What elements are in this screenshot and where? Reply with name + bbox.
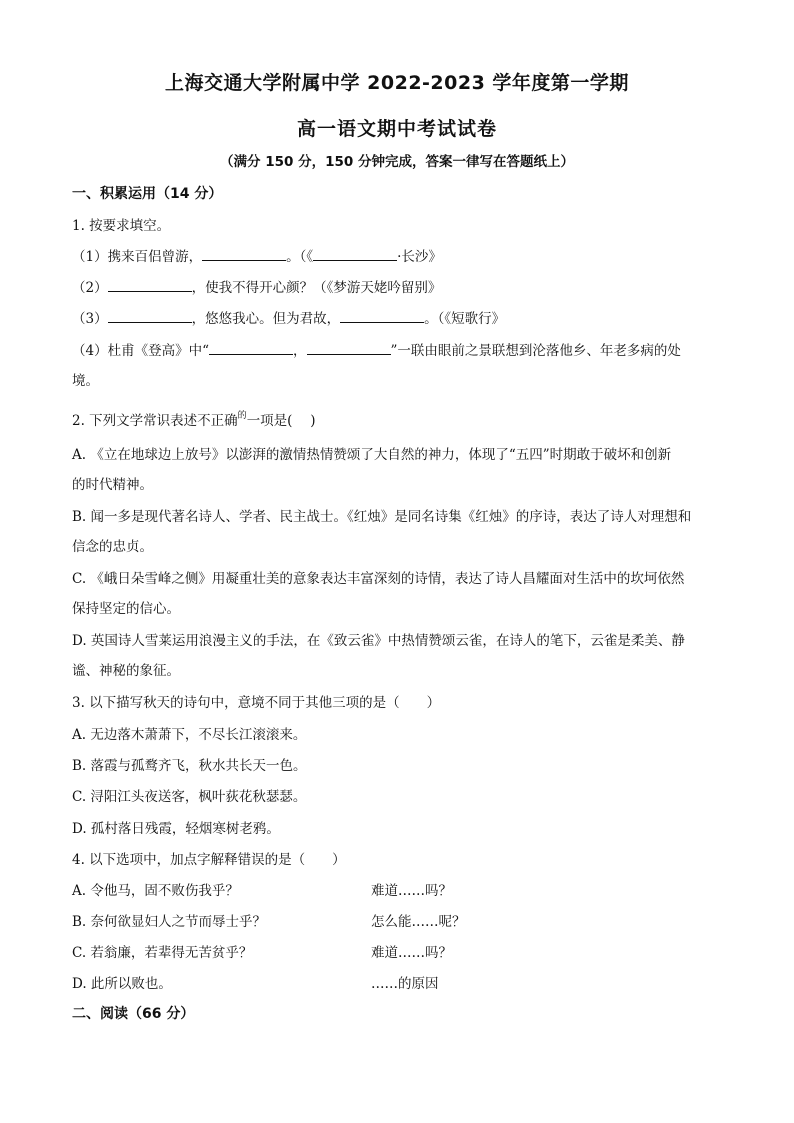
q2-option-d: D. 英国诗人雪莱运用浪漫主义的手法，在《致云雀》中热情赞颂云雀，在诗人的笔下，云雀是柔美、静 (72, 633, 685, 649)
q1-item1-text-c: ·长沙》 (397, 249, 442, 265)
q2-stem (72, 409, 316, 429)
answer-blank[interactable] (313, 246, 397, 261)
q4-option-a-meaning: 难道……吗？ (371, 883, 452, 899)
q4-stem: 4. 以下选项中，加点字解释错误的是（ ） (72, 852, 346, 868)
q2-option-a: A. 《立在地球边上放号》以澎湃的激情热情赞颂了大自然的神力，体现了“五四”时期敢于破坏和创新 (72, 447, 672, 463)
q4-option-d-meaning: ……的原因 (371, 976, 439, 992)
q1-item3-text-a: （3） (72, 311, 108, 327)
q3-option-a: A. 无边落木萧萧下，不尽长江滚滚来。 (72, 727, 307, 743)
q1-item3-text-c: 。（《短歌行》 (424, 311, 506, 327)
answer-blank[interactable] (340, 308, 424, 323)
q1-item2-text-b: ，使我不得开心颜？（《梦游天姥吟留别》 (191, 280, 442, 296)
q4-option-b: B. 奈何欲显妇人之节而辱士乎？ (72, 914, 267, 930)
q2-option-c-cont: 保持坚定的信心。 (72, 601, 180, 617)
answer-blank[interactable] (202, 246, 286, 261)
q2-stem-mark: 的 (237, 411, 247, 421)
q4-option-a: A. 令他马，固不败伤我乎？ (72, 883, 239, 899)
q4-option-c: C. 若翁廉，若辈得无苦贫乎？ (72, 945, 253, 961)
q1-item4-text-b: ， (293, 343, 307, 359)
exam-instructions: （满分 150 分，150 分钟完成，答案一律写在答题纸上） (220, 154, 574, 170)
q4-option-b-meaning: 怎么能……呢？ (371, 914, 466, 930)
q2-stem-b: 一项是( ) (246, 413, 316, 429)
q1-item-4-cont: 境。 (72, 373, 99, 389)
exam-title-school: 上海交通大学附属中学 2022-2023 学年度第一学期 (165, 72, 629, 94)
q1-item-4 (72, 339, 681, 359)
q1-item1-text-b: 。（《 (286, 249, 314, 265)
q2-option-d-cont: 谧、神秘的象征。 (72, 663, 180, 679)
q1-item-1 (72, 245, 442, 265)
q1-item2-text-a: （2） (72, 280, 108, 296)
answer-blank[interactable] (108, 277, 192, 292)
q1-item4-text-c: ”一联由眼前之景联想到沦落他乡、年老多病的处 (390, 343, 681, 359)
q1-item3-text-b: ，悠悠我心。但为君故， (191, 311, 341, 327)
exam-title-paper: 高一语文期中考试试卷 (296, 118, 497, 140)
section-heading-1: 一、积累运用（14 分） (72, 186, 223, 202)
q1-item-3 (72, 307, 505, 327)
q2-option-b-cont: 信念的忠贞。 (72, 539, 153, 555)
q2-option-c: C. 《峨日朵雪峰之侧》用凝重壮美的意象表达丰富深刻的诗情，表达了诗人昌耀面对生活中的坎坷依然 (72, 571, 685, 587)
q1-stem: 1. 按要求填空。 (72, 218, 171, 234)
q2-stem-a: 2. 下列文学常识表述不正确 (72, 413, 238, 429)
answer-blank[interactable] (209, 340, 293, 355)
q4-option-c-meaning: 难道……吗？ (371, 945, 452, 961)
answer-blank[interactable] (108, 308, 192, 323)
answer-blank[interactable] (307, 340, 391, 355)
q2-option-b: B. 闻一多是现代著名诗人、学者、民主战士。《红烛》是同名诗集《红烛》的序诗，表达了诗人对理想和 (72, 509, 692, 525)
section-heading-2: 二、阅读（66 分） (72, 1006, 195, 1022)
q3-option-c: C. 浔阳江头夜送客，枫叶荻花秋瑟瑟。 (72, 789, 307, 805)
q1-item4-text-a: （4）杜甫《登高》中“ (72, 343, 209, 359)
q3-stem: 3. 以下描写秋天的诗句中，意境不同于其他三项的是（ ） (72, 695, 441, 711)
q1-item-2 (72, 276, 441, 296)
q1-item1-text-a: （1）携来百侣曾游， (72, 249, 203, 265)
q4-option-d: D. 此所以败也。 (72, 976, 172, 992)
q2-option-a-cont: 的时代精神。 (72, 477, 153, 493)
q3-option-d: D. 孤村落日残霞，轻烟寒树老鸦。 (72, 821, 280, 837)
q3-option-b: B. 落霞与孤鹜齐飞，秋水共长天一色。 (72, 758, 307, 774)
